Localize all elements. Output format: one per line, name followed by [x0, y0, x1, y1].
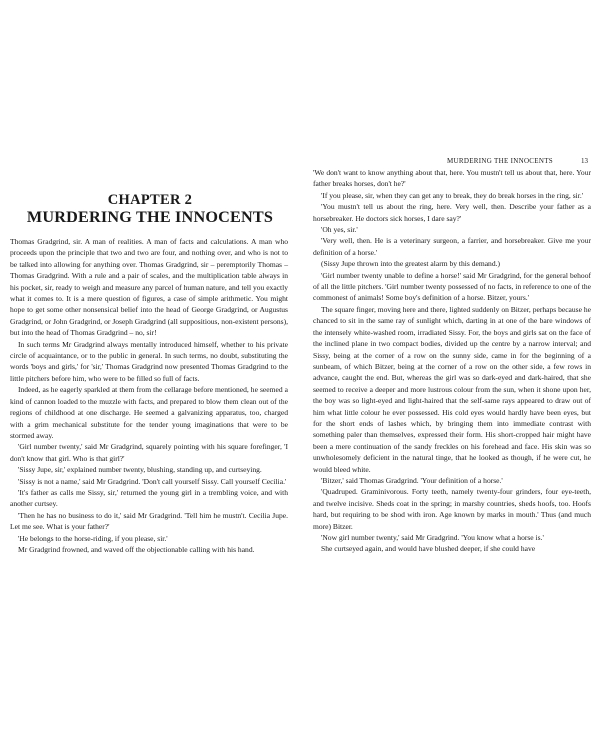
paragraph: 'Girl number twenty unable to define a horse!' said Mr Gradgrind, for the general behoof of all the little pitchers. 'Girl number twenty possessed of no facts, in reference to one of the commonest of animals! Some boy's definition of a horse. Bitzer, yours.': [313, 270, 591, 303]
paragraph: 'We don't want to know anything about that, here. You mustn't tell us about that, here. Your father breaks horses, don't he?': [313, 168, 591, 189]
paragraph: Indeed, as he eagerly sparkled at them from the cellarage before mentioned, he seemed a kind of cannon loaded to the muzzle with facts, and prepared to blow them clean out of the regions of childhood at one discharge. He seemed a galvanizing apparatus, too, charged with a grim mechanical substitute for the tender young imaginations that were to be stormed away.: [10, 385, 288, 440]
running-header: MURDERING THE INNOCENTS: [447, 157, 553, 165]
right-page: [300, 0, 600, 750]
paragraph: 'Sissy Jupe, sir,' explained number twenty, blushing, standing up, and curtseying.: [18, 465, 262, 475]
paragraph: 'Sissy is not a name,' said Mr Gradgrind. 'Don't call yourself Sissy. Call yourself Cecilia.': [18, 476, 287, 486]
paragraph: 'Oh yes, sir.': [321, 225, 358, 235]
paragraph: 'It's father as calls me Sissy, sir,' returned the young girl in a trembling voice, and with another curtsey.: [10, 487, 288, 509]
paragraph: 'Very well, then. He is a veterinary surgeon, a farrier, and horsebreaker. Give me your definition of a horse.': [313, 236, 591, 257]
paragraph: The square finger, moving here and there, lighted suddenly on Bitzer, perhaps because he chanced to sit in the same ray of sunlight which, darting in at one of the bare windows of the intensely white-washed room, irradiated Sissy. For, the boys and girls sat on the face of the inclined plane in two compact bodies, divided up the centre by a narrow interval; and Sissy, being at the corner of a row on the sunny side, came in for the beginning of a sunbeam, of which Bitzer, being at the corner of a row on the other side, a few rows in advance, caught the end. But, whereas the girl was so dark-eyed and dark-haired, that she seemed to receive a deeper and more lustrous colour from the sun, when it shone upon her, the boy was so light-eyed and light-haired that the self-same rays appeared to draw out of him what little colour he ever possessed. His cold eyes would hardly have been eyes, but for the short ends of lashes which, by bringing them into immediate contrast with something paler than themselves, expressed their form. His short-cropped hair might have been a mere continuation of the sandy freckles on his forehead and face. His skin was so unwholesomely deficient in the natural tinge, that he looked as though, if he were cut, he would bleed white.: [313, 304, 591, 474]
paragraph: She curtseyed again, and would have blushed deeper, if she could have: [321, 544, 536, 554]
paragraph: 'Girl number twenty,' said Mr Gradgrind, squarely pointing with his square forefinger, 'I don't know that girl. Who is that girl?': [10, 442, 288, 463]
paragraph: 'Quadruped. Graminivorous. Forty teeth, namely twenty-four grinders, four eye-teeth, and twelve incisive. Sheds coat in the spring; in marshy countries, sheds hoofs, too. Hoofs hard, but requiring to be shod with iron. Age known by marks in mouth.' Thus (and much more) Bitzer.: [313, 487, 591, 531]
paragraph: 'You mustn't tell us about the ring, here. Very well, then. Describe your father as a horsebreaker. He doctors sick horses, I dare say?': [313, 202, 591, 223]
paragraph: 'He belongs to the horse-riding, if you please, sir.': [18, 533, 168, 543]
paragraph: 'If you please, sir, when they can get any to break, they do break horses in the ring, sir.': [321, 190, 584, 200]
paragraph: Thomas Gradgrind, sir. A man of realities. A man of facts and calculations. A man who proceeds upon the principle that two and two are four, and nothing over, and who is not to be talked into allowing for anything over. Thomas Gradgrind, sir – peremptorily Thomas – Thomas Gradgrind. With a rule and a pair of scales, and the multiplication table always in his pocket, sir, ready to weigh and measure any parcel of human nature, and tell you exactly what it comes to. It is a mere question of figures, a case of simple arithmetic. You might hope to get some other nonsensical belief into the head of George Gradgrind, or Augustus Gradgrind, or John Gradgrind, or Joseph Gradgrind (all suppositious, non-existent persons), but into the head of Thomas Gradgrind – no, sir!: [10, 237, 288, 338]
left-body-text: [10, 236, 288, 555]
page-number: 13: [581, 157, 588, 165]
chapter-number: CHAPTER 2: [107, 192, 193, 208]
paragraph: 'Bitzer,' said Thomas Gradgrind. 'Your definition of a horse.': [321, 475, 503, 485]
right-body-text: [313, 167, 591, 555]
paragraph: In such terms Mr Gradgrind always mentally introduced himself, whether to his private circle of acquaintance, or to the public in general. In such terms, no doubt, substituting the words 'boys and girls,' for 'sir,' Thomas Gradgrind now presented Thomas Gradgrind to the little pitchers before him, who were to be filled so full of facts.: [10, 339, 288, 383]
paragraph: 'Then he has no business to do it,' said Mr Gradgrind. 'Tell him he mustn't. Cecilia Jupe. Let me see. What is your father?': [10, 510, 288, 532]
chapter-title: MURDERING THE INNOCENTS: [26, 208, 274, 226]
paragraph: Mr Gradgrind frowned, and waved off the objectionable calling with his hand.: [18, 544, 255, 554]
paragraph: 'Now girl number twenty,' said Mr Gradgrind. 'You know what a horse is.': [321, 533, 544, 542]
paragraph: (Sissy Jupe thrown into the greatest alarm by this demand.): [321, 259, 500, 269]
